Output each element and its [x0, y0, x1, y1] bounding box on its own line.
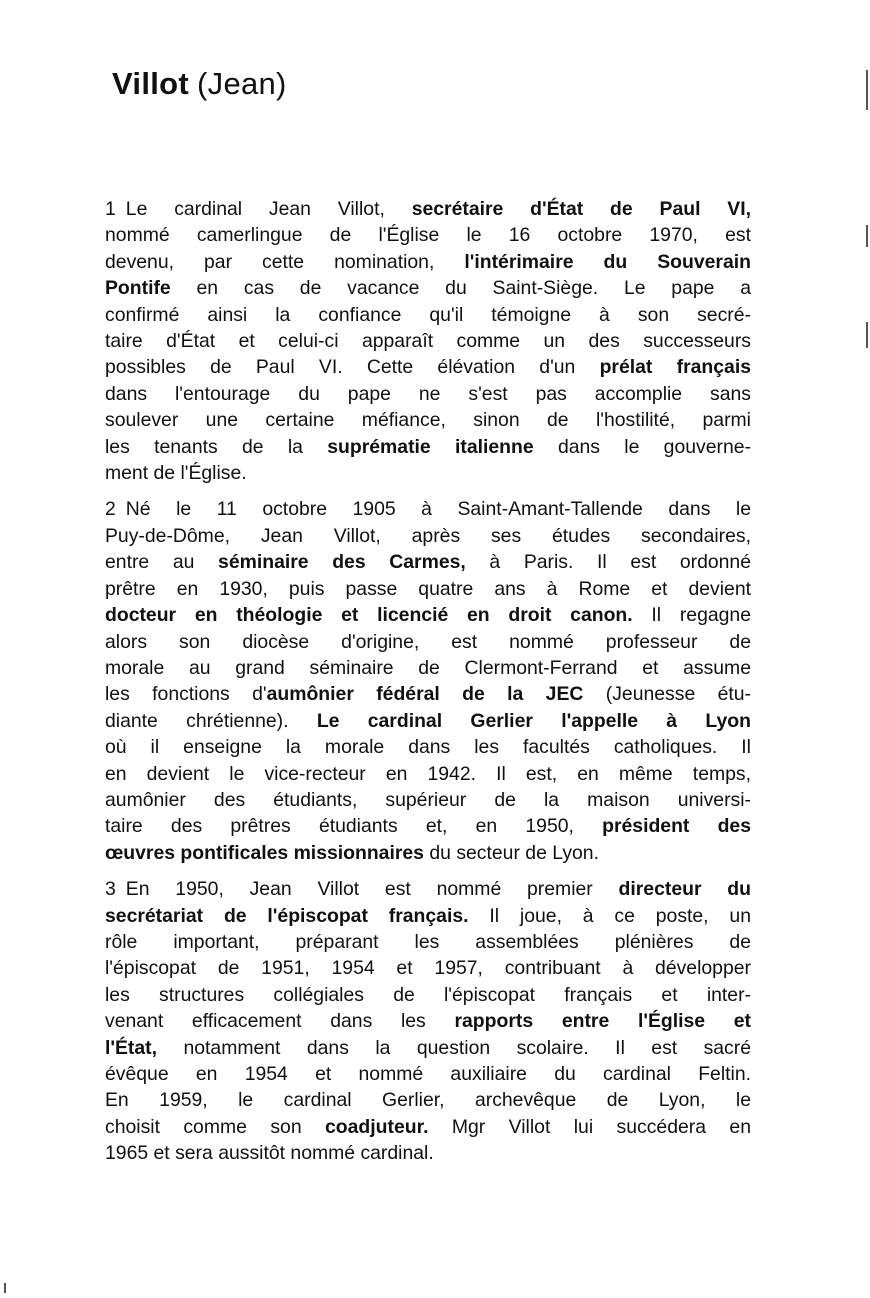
body-text-run: Né le 11 octobre 1905 à Saint-Amant-Tallende dans le: [125, 498, 751, 521]
text-line: [105, 496, 751, 522]
body-text-run: prêtre en 1930, puis passe quatre ans à Rome et devient: [105, 577, 751, 600]
body-text-run: rôle important, préparant les assemblées plénières de: [105, 930, 751, 953]
paragraph-3: [105, 876, 751, 1166]
body-text-run: les tenants de la: [105, 435, 328, 458]
text-line: [105, 381, 751, 407]
text-line: [105, 929, 751, 955]
scan-edge-mark: [4, 1283, 6, 1293]
body-text-run: diante chrétienne).: [105, 709, 317, 732]
emphasis-text: coadjuteur.: [325, 1115, 429, 1138]
body-text-run: taire des prêtres étudiants et, en 1950,: [105, 815, 603, 838]
emphasis-text: docteur en théologie et licencié en droit canon.: [105, 604, 633, 627]
emphasis-text: œuvres pontificales missionnaires: [105, 841, 424, 864]
body-text-run: En 1959, le cardinal Gerlier, archevêque de Lyon, le: [105, 1089, 751, 1112]
body-text-run: Le cardinal Jean Villot,: [125, 198, 412, 220]
body-text-run: en devient le vice-recteur en 1942. Il est, en même temps,: [105, 762, 751, 785]
text-line: [105, 840, 751, 866]
text-line: [105, 222, 751, 248]
emphasis-text: prélat français: [599, 356, 751, 379]
body-text-run: où il enseigne la morale dans les facultés catholiques. Il: [105, 736, 751, 759]
text-line: [105, 1061, 751, 1087]
title-given-name: (Jean): [197, 66, 287, 101]
emphasis-text: l'État,: [105, 1036, 158, 1059]
text-line: [105, 249, 751, 275]
text-line: [105, 196, 751, 222]
body-text-run: les structures collégiales de l'épiscopat français et inter-: [105, 983, 751, 1006]
body-text-run: entre au: [105, 551, 219, 574]
paragraph-number: 1: [105, 198, 116, 220]
article-body: [105, 196, 751, 1177]
text-line: [105, 876, 751, 902]
body-text-run: (Jeunesse étu-: [583, 683, 751, 706]
body-text-run: alors son diocèse d'origine, est nommé professeur de: [105, 630, 751, 653]
paragraph-2: [105, 496, 751, 866]
emphasis-text: secrétariat de l'épiscopat français.: [105, 904, 469, 927]
text-line: [105, 982, 751, 1008]
body-text-run: confirmé ainsi la confiance qu'il témoigne à son secré-: [105, 303, 751, 326]
body-text-run: devenu, par cette nomination,: [105, 250, 465, 273]
text-line: [105, 302, 751, 328]
text-line: [105, 407, 751, 433]
scan-edge-mark: [866, 322, 868, 348]
body-text-run: soulever une certaine méfiance, sinon de l'hostilité, parmi: [105, 409, 751, 432]
body-text-run: Mgr Villot lui succédera en: [428, 1115, 751, 1138]
emphasis-text: président des: [602, 815, 752, 838]
text-line: [105, 903, 751, 929]
emphasis-text: secrétaire d'État de Paul VI,: [411, 198, 751, 220]
body-text-run: du secteur de Lyon.: [423, 841, 599, 864]
text-line: [105, 1140, 751, 1166]
scan-edge-mark: [866, 70, 868, 110]
text-line: [105, 328, 751, 354]
text-line: [105, 681, 751, 707]
emphasis-text: directeur du: [618, 878, 751, 901]
text-line: [105, 549, 751, 575]
text-line: [105, 523, 751, 549]
body-text-run: dans l'entourage du pape ne s'est pas accomplie sans: [105, 382, 751, 405]
body-text-run: à Paris. Il est ordonné: [465, 551, 751, 574]
text-line: [105, 955, 751, 981]
body-text-run: possibles de Paul VI. Cette élévation d'un: [105, 356, 600, 379]
body-text-run: aumônier des étudiants, supérieur de la maison universi-: [105, 788, 751, 811]
emphasis-text: l'intérimaire du Souverain: [464, 250, 751, 273]
text-line: [105, 761, 751, 787]
body-text-run: les fonctions d': [105, 683, 267, 706]
page-title: [112, 66, 287, 102]
body-text-run: 1965 et sera aussitôt nommé cardinal.: [105, 1142, 434, 1165]
body-text-run: nommé camerlingue de l'Église le 16 octobre 1970, est: [105, 224, 751, 247]
text-line: [105, 734, 751, 760]
text-line: [105, 1008, 751, 1034]
text-line: [105, 1087, 751, 1113]
emphasis-text: séminaire des Carmes,: [218, 551, 466, 574]
body-text-run: morale au grand séminaire de Clermont-Ferrand et assume: [105, 656, 751, 679]
text-line: [105, 1035, 751, 1061]
text-line: [105, 275, 751, 301]
text-line: [105, 813, 751, 839]
text-line: [105, 460, 751, 486]
text-line: [105, 576, 751, 602]
body-text-run: en cas de vacance du Saint-Siège. Le pape a: [170, 277, 751, 300]
text-line: [105, 655, 751, 681]
paragraph-number: 3: [105, 878, 116, 901]
body-text-run: venant efficacement dans les: [105, 1010, 455, 1033]
text-line: [105, 354, 751, 380]
body-text-run: évêque en 1954 et nommé auxiliaire du cardinal Feltin.: [105, 1063, 751, 1085]
body-text-run: Puy-de-Dôme, Jean Villot, après ses études secondaires,: [105, 524, 751, 547]
emphasis-text: suprématie italienne: [327, 435, 534, 458]
body-text-run: dans le gouverne-: [533, 435, 751, 458]
body-text-run: ment de l'Église.: [105, 462, 247, 485]
body-text-run: Il joue, à ce poste, un: [468, 904, 751, 927]
text-line: [105, 629, 751, 655]
body-text-run: l'épiscopat de 1951, 1954 et 1957, contribuant à développer: [105, 957, 751, 980]
emphasis-text: aumônier fédéral de la JEC: [266, 683, 584, 706]
text-line: [105, 1114, 751, 1140]
text-line: [105, 787, 751, 813]
paragraph-1: [105, 196, 751, 486]
body-text-run: taire d'État et celui-ci apparaît comme un des successeurs: [105, 330, 751, 353]
scan-edge-mark: [866, 225, 868, 247]
paragraph-number: 2: [105, 498, 116, 521]
body-text-run: notamment dans la question scolaire. Il est sacré: [157, 1036, 751, 1059]
emphasis-text: rapports entre l'Église et: [454, 1010, 752, 1033]
body-text-run: Il regagne: [632, 604, 751, 627]
title-surname: Villot: [112, 66, 190, 101]
body-text-run: choisit comme son: [105, 1115, 326, 1138]
text-line: [105, 602, 751, 628]
emphasis-text: Le cardinal Gerlier l'appelle à Lyon: [316, 709, 751, 732]
text-line: [105, 708, 751, 734]
text-line: [105, 434, 751, 460]
body-text-run: En 1950, Jean Villot est nommé premier: [125, 878, 619, 901]
emphasis-text: Pontife: [105, 277, 171, 300]
